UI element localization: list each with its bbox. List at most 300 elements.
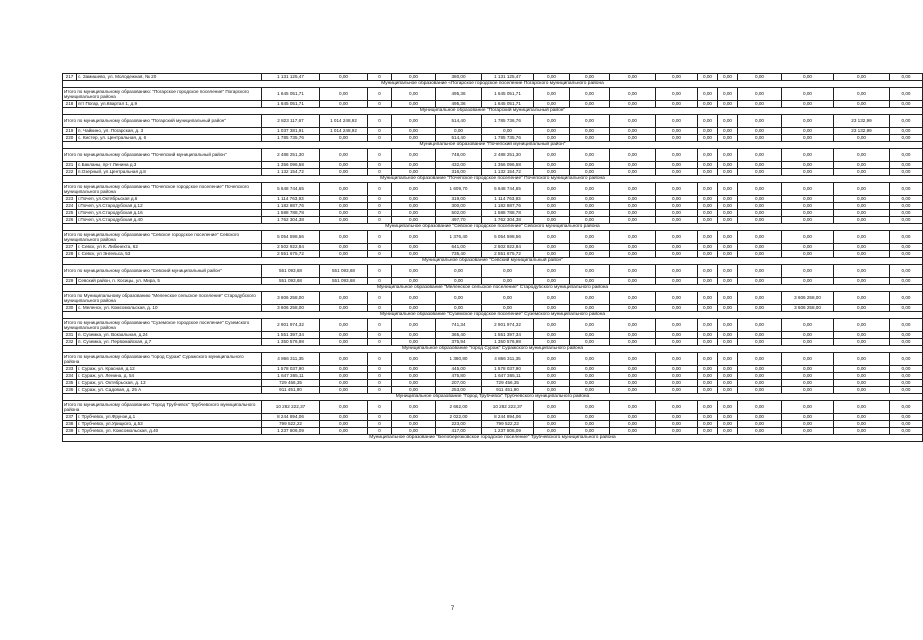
table-cell: 0,00 — [782, 115, 834, 128]
table-cell: 0,00 — [392, 196, 436, 203]
table-cell: 0 — [368, 115, 392, 128]
table-cell: 0,00 — [738, 135, 782, 142]
table-cell: 0,00 — [738, 162, 782, 169]
table-cell: 0,00 — [534, 210, 570, 217]
table-cell: 0,00 — [738, 387, 782, 394]
table-cell: 432,00 — [436, 162, 482, 169]
table-cell: 0,00 — [610, 162, 656, 169]
table-cell: 0,00 — [570, 169, 610, 176]
table-cell: 0,00 — [890, 305, 923, 312]
table-cell: 0,00 — [834, 278, 890, 285]
table-cell: 0,00 — [392, 278, 436, 285]
table-cell: 1 131 125,47 — [482, 74, 534, 81]
table-cell: 0,00 — [656, 162, 698, 169]
table-cell: 1 645 051,71 — [482, 88, 534, 101]
address-cell: Севский район, п. Косицы, ул. Мира, 5 — [77, 278, 262, 285]
table-cell: 0 — [368, 292, 392, 305]
table-cell: 0,00 — [534, 265, 570, 278]
table-cell: 0,00 — [656, 428, 698, 435]
table-cell: 0,00 — [656, 169, 698, 176]
table-cell: 0,00 — [320, 332, 368, 339]
address-cell: г.Почеп, ул.Стародубская д.40 — [77, 217, 262, 224]
table-cell: 0 — [368, 380, 392, 387]
table-cell: 0,00 — [656, 135, 698, 142]
subtotal-row — [63, 231, 923, 244]
subtotal-label: Итого по муниципальному образованию "Суземское городское поселение" Суземского муниципального района — [63, 319, 262, 332]
table-cell: 0,00 — [718, 169, 738, 176]
table-cell: 0,00 — [392, 265, 436, 278]
table-cell: 0,00 — [738, 74, 782, 81]
table-cell: 0,00 — [610, 332, 656, 339]
table-cell: 0,00 — [738, 380, 782, 387]
table-cell: 0,00 — [718, 203, 738, 210]
table-cell: 0 — [368, 387, 392, 394]
table-cell: 0,00 — [834, 231, 890, 244]
table-cell: 0 — [368, 373, 392, 380]
table-cell: 0,00 — [698, 366, 718, 373]
table-cell: 502,00 — [436, 210, 482, 217]
address-cell: г.Почеп, ул.Стародубская д.12 — [77, 203, 262, 210]
table-cell: 0,00 — [320, 203, 368, 210]
table-cell: 475,80 — [436, 373, 482, 380]
table-cell: 0,00 — [834, 380, 890, 387]
table-cell: 375,94 — [436, 339, 482, 346]
table-cell: 514,40 — [436, 115, 482, 128]
section-header-row — [63, 435, 923, 442]
table-cell: 0,00 — [718, 183, 738, 196]
section-header-row — [63, 312, 923, 319]
table-cell: 0 — [368, 231, 392, 244]
table-cell: 0,00 — [534, 231, 570, 244]
table-cell: 0,00 — [482, 128, 534, 135]
table-cell: 0 — [368, 74, 392, 81]
table-cell: 0,00 — [698, 251, 718, 258]
table-cell: 0,00 — [698, 149, 718, 162]
table-cell: 0,00 — [698, 373, 718, 380]
table-cell: 0,00 — [834, 203, 890, 210]
address-cell: г. Севск, ул К. Либкнехта, 62 — [77, 244, 262, 251]
table-cell: 1 578 037,90 — [262, 366, 320, 373]
table-cell: 0,00 — [320, 231, 368, 244]
subtotal-row — [63, 265, 923, 278]
table-cell: 0,00 — [320, 196, 368, 203]
table-cell: 0,00 — [570, 203, 610, 210]
table-cell: 0 — [368, 169, 392, 176]
table-cell: 0,00 — [610, 366, 656, 373]
table-cell: 0,00 — [738, 183, 782, 196]
table-cell: 0 — [368, 339, 392, 346]
table-cell: 0,00 — [656, 128, 698, 135]
table-cell: 1 785 735,76 — [482, 135, 534, 142]
table-cell: 0,00 — [738, 305, 782, 312]
table-cell: 0,00 — [718, 88, 738, 101]
table-cell: 0,00 — [610, 251, 656, 258]
table-cell: 0,00 — [570, 135, 610, 142]
table-cell: 0,00 — [392, 387, 436, 394]
section-title: Муниципальное образование "Погарский муниципальный район" — [63, 108, 923, 115]
table-cell: 0,00 — [738, 421, 782, 428]
table-cell: 23 132,99 — [834, 128, 890, 135]
table-cell: 0,00 — [738, 339, 782, 346]
section-title: Муниципальное образование "Меленское сельское поселение" Стародубского муниципального района — [63, 285, 923, 292]
table-cell: 0,00 — [610, 74, 656, 81]
table-cell: 207,00 — [436, 380, 482, 387]
table-cell: 0,00 — [570, 217, 610, 224]
table-cell: 4 866 311,35 — [482, 353, 534, 366]
table-cell: 2 488 251,30 — [262, 149, 320, 162]
table-cell: 0,00 — [320, 305, 368, 312]
table-cell: 0,00 — [834, 421, 890, 428]
row-number: 234 — [63, 373, 77, 380]
table-cell: 0,00 — [698, 380, 718, 387]
table-cell: 0,00 — [570, 149, 610, 162]
table-cell: 0,00 — [698, 265, 718, 278]
table-cell: 0,00 — [718, 428, 738, 435]
table-cell: 1 237 806,09 — [262, 428, 320, 435]
table-cell: 10 282 222,37 — [482, 401, 534, 414]
table-cell: 0,00 — [392, 210, 436, 217]
table-cell: 0,00 — [834, 244, 890, 251]
table-cell: 1 014 248,92 — [320, 128, 368, 135]
table-cell: 0,00 — [570, 339, 610, 346]
table-cell: 0,00 — [482, 278, 534, 285]
table-cell: 0,00 — [392, 292, 436, 305]
table-cell: 0,00 — [656, 373, 698, 380]
table-cell: 0,00 — [392, 421, 436, 428]
table-row — [63, 305, 923, 312]
table-cell: 0 — [368, 265, 392, 278]
row-number: 219 — [63, 128, 77, 135]
table-cell: 0,00 — [534, 339, 570, 346]
table-row — [63, 414, 923, 421]
table-cell: 0,00 — [610, 305, 656, 312]
section-title: Муниципальное образование "Суземское городское поселение" Суземского муниципального района — [63, 312, 923, 319]
table-cell: 365,40 — [436, 332, 482, 339]
table-row — [63, 332, 923, 339]
table-cell: 0,00 — [320, 169, 368, 176]
section-title: Муниципальное образование "Почепский муниципальный район" — [63, 142, 923, 149]
table-cell: 0 — [368, 101, 392, 108]
table-cell: 0,00 — [782, 414, 834, 421]
table-cell: 0,00 — [782, 387, 834, 394]
table-cell: 0,00 — [890, 101, 923, 108]
table-cell: 0,00 — [718, 421, 738, 428]
table-cell: 0,00 — [718, 128, 738, 135]
address-cell: с. Меленск, ул. Комсомольская, д. 10 — [77, 305, 262, 312]
table-cell: 0,00 — [610, 88, 656, 101]
table-cell: 0,00 — [890, 292, 923, 305]
subtotal-row — [63, 401, 923, 414]
row-number: 223 — [63, 196, 77, 203]
table-cell: 0,00 — [392, 401, 436, 414]
table-cell: 0,00 — [890, 278, 923, 285]
table-cell: 1 785 736,76 — [482, 115, 534, 128]
row-number: 239 — [63, 428, 77, 435]
table-cell: 0,00 — [570, 265, 610, 278]
table-cell: 0,00 — [890, 387, 923, 394]
table-cell: 0,00 — [610, 339, 656, 346]
table-cell: 0,00 — [656, 265, 698, 278]
table-cell: 0,00 — [320, 421, 368, 428]
table-cell: 1 132 154,72 — [482, 169, 534, 176]
table-cell: 0,00 — [392, 135, 436, 142]
table-cell: 5 648 744,65 — [482, 183, 534, 196]
table-cell: 0,00 — [718, 231, 738, 244]
table-cell: 911 451,90 — [482, 387, 534, 394]
table-cell: 2 551 675,72 — [262, 251, 320, 258]
table-cell: 0,00 — [656, 203, 698, 210]
table-cell: 0,00 — [436, 265, 482, 278]
table-cell: 0,00 — [698, 88, 718, 101]
table-cell: 0,00 — [834, 332, 890, 339]
table-row — [63, 203, 923, 210]
table-cell: 8 244 894,06 — [482, 414, 534, 421]
table-cell: 0,00 — [320, 401, 368, 414]
table-cell: 0,00 — [534, 149, 570, 162]
table-cell: 0,00 — [534, 169, 570, 176]
table-cell: 0,00 — [570, 210, 610, 217]
table-cell: 0 — [368, 353, 392, 366]
subtotal-row — [63, 292, 923, 305]
table-cell: 0,00 — [834, 196, 890, 203]
table-cell: 1 376,40 — [436, 231, 482, 244]
table-cell: 0,00 — [534, 278, 570, 285]
row-number: 237 — [63, 414, 77, 421]
table-cell: 0,00 — [570, 244, 610, 251]
address-cell: с.Бакланы, пр-т Ленина д.3 — [77, 162, 262, 169]
table-cell: 0,00 — [718, 332, 738, 339]
table-cell: 0,00 — [610, 373, 656, 380]
row-number: 231 — [63, 332, 77, 339]
table-cell: 0,00 — [570, 421, 610, 428]
row-number: 227 — [63, 244, 77, 251]
table-cell: 0,00 — [890, 428, 923, 435]
table-cell: 0,00 — [534, 244, 570, 251]
table-cell: 319,00 — [436, 196, 482, 203]
table-cell: 0,00 — [782, 149, 834, 162]
table-cell: 0,00 — [698, 305, 718, 312]
table-cell: 0,00 — [834, 366, 890, 373]
table-cell: 0,00 — [698, 401, 718, 414]
table-cell: 0,00 — [698, 414, 718, 421]
table-cell: 0,00 — [570, 353, 610, 366]
table-cell: 0,00 — [320, 162, 368, 169]
table-cell: 2 488 251,30 — [482, 149, 534, 162]
table-cell: 495,36 — [436, 88, 482, 101]
table-cell: 0,00 — [320, 353, 368, 366]
section-title: Муниципальное образование "город Сураж" Суражского муниципального района — [63, 346, 923, 353]
table-cell: 0,00 — [320, 217, 368, 224]
address-cell: п. Суземка, ул. Первомайская, д.7 — [77, 339, 262, 346]
table-cell: 0,00 — [436, 305, 482, 312]
table-cell: 0,00 — [534, 203, 570, 210]
row-number: 224 — [63, 203, 77, 210]
table-cell: 0,00 — [534, 366, 570, 373]
table-cell: 0,00 — [718, 366, 738, 373]
table-cell: 0,00 — [890, 196, 923, 203]
subtotal-row — [63, 149, 923, 162]
table-cell: 0,00 — [738, 196, 782, 203]
table-cell: 3 606 258,00 — [262, 292, 320, 305]
table-cell: 0,00 — [392, 169, 436, 176]
section-header-row — [63, 108, 923, 115]
table-cell: 0,00 — [320, 366, 368, 373]
table-cell: 0,00 — [534, 251, 570, 258]
table-cell: 2 502 922,84 — [262, 244, 320, 251]
table-cell: 445,00 — [436, 366, 482, 373]
table-cell: 0,00 — [534, 353, 570, 366]
table-cell: 0,00 — [534, 196, 570, 203]
table-cell: 0,00 — [610, 231, 656, 244]
table-cell: 0,00 — [738, 373, 782, 380]
table-cell: 1 645 051,71 — [262, 88, 320, 101]
table-cell: 0,00 — [320, 339, 368, 346]
section-header-row — [63, 142, 923, 149]
table-cell: 0 — [368, 319, 392, 332]
table-cell: 0,00 — [610, 380, 656, 387]
row-number: 229 — [63, 278, 77, 285]
table-cell: 1 114 763,93 — [482, 196, 534, 203]
table-cell: 0,00 — [436, 128, 482, 135]
table-cell: 0,00 — [890, 88, 923, 101]
table-cell: 0,00 — [718, 292, 738, 305]
table-cell: 0,00 — [834, 169, 890, 176]
subtotal-label: Итого по муниципальному образованию "Севский муниципальный район" — [63, 265, 262, 278]
table-cell: 2 823 117,67 — [262, 115, 320, 128]
table-cell: 3 606 258,00 — [782, 305, 834, 312]
table-cell: 0 — [368, 278, 392, 285]
table-cell: 0,00 — [890, 421, 923, 428]
table-cell: 0,00 — [718, 162, 738, 169]
table-cell: 1 350 576,98 — [262, 339, 320, 346]
table-cell: 1 645 051,71 — [482, 101, 534, 108]
table-row — [63, 366, 923, 373]
address-cell: п.Озерный, ул.Центральная д.8 — [77, 169, 262, 176]
table-cell: 0,00 — [890, 74, 923, 81]
section-header-row — [63, 346, 923, 353]
table-cell: 0,00 — [834, 162, 890, 169]
table-cell: 0,00 — [610, 210, 656, 217]
table-cell: 0,00 — [320, 387, 368, 394]
table-cell: 0,00 — [738, 278, 782, 285]
table-cell: 911 451,90 — [262, 387, 320, 394]
table-cell: 0 — [368, 428, 392, 435]
section-title: Муниципальное образование «Погарское городское поселение Погарского муниципального района — [63, 81, 923, 88]
table-cell: 0 — [368, 203, 392, 210]
table-cell: 0,00 — [656, 149, 698, 162]
table-row — [63, 339, 923, 346]
page-number: 7 — [450, 606, 455, 612]
table-cell: 0,00 — [320, 244, 368, 251]
table-cell: 0,00 — [782, 88, 834, 101]
table-cell: 417,00 — [436, 428, 482, 435]
subtotal-label: Итого по муниципальному образованию "Город Трубчевск" Трубчевского муниципального района — [63, 401, 262, 414]
table-cell: 0,00 — [698, 353, 718, 366]
table-cell: 0,00 — [890, 332, 923, 339]
table-cell: 0,00 — [610, 401, 656, 414]
table-cell: 0,00 — [534, 135, 570, 142]
table-cell: 0 — [368, 128, 392, 135]
table-cell: 0 — [368, 149, 392, 162]
table-cell: 5 054 598,56 — [262, 231, 320, 244]
table-cell: 0,00 — [320, 74, 368, 81]
table-cell: 0,00 — [656, 421, 698, 428]
table-cell: 0,00 — [890, 217, 923, 224]
table-cell: 0,00 — [890, 373, 923, 380]
table-cell: 0 — [368, 88, 392, 101]
table-cell: 0,00 — [782, 203, 834, 210]
table-cell: 1 350 576,98 — [482, 339, 534, 346]
table-cell: 0,00 — [392, 366, 436, 373]
row-number: 236 — [63, 387, 77, 394]
table-cell: 2 901 974,32 — [262, 319, 320, 332]
capital-repair-table — [62, 73, 923, 442]
table-cell: 0,00 — [738, 401, 782, 414]
table-cell: 0,00 — [570, 401, 610, 414]
table-row — [63, 373, 923, 380]
table-cell: 0,00 — [738, 414, 782, 421]
table-cell: 1 356 096,58 — [482, 162, 534, 169]
table-cell: 0,00 — [392, 319, 436, 332]
table-cell: 0,00 — [718, 115, 738, 128]
table-cell: 0,00 — [570, 101, 610, 108]
table-cell: 0,00 — [534, 332, 570, 339]
table-cell: 0,00 — [782, 217, 834, 224]
subtotal-label: Итого по муниципальному образованию "Севское городское поселение" Севского муниципального района — [63, 231, 262, 244]
table-cell: 0,00 — [610, 414, 656, 421]
table-cell: 0,00 — [834, 401, 890, 414]
table-cell: 0,00 — [890, 210, 923, 217]
table-cell: 0,00 — [392, 128, 436, 135]
table-cell: 0,00 — [610, 196, 656, 203]
table-cell: 0,00 — [656, 292, 698, 305]
section-title: Муниципальное образование "Город Трубчевск" Трубчевского муниципального района — [63, 394, 923, 401]
table-cell: 0,00 — [698, 231, 718, 244]
table-cell: 3 606 258,00 — [262, 305, 320, 312]
table-cell: 1 182 887,76 — [262, 203, 320, 210]
table-cell: 10 282 222,37 — [262, 401, 320, 414]
table-cell: 0,00 — [392, 149, 436, 162]
table-cell: 0,00 — [534, 88, 570, 101]
table-cell: 799 522,22 — [262, 421, 320, 428]
table-cell: 0,00 — [392, 203, 436, 210]
table-cell: 0,00 — [570, 332, 610, 339]
table-cell: 0,00 — [698, 428, 718, 435]
table-cell: 0,00 — [534, 380, 570, 387]
table-cell: 0,00 — [718, 244, 738, 251]
table-cell: 0,00 — [392, 251, 436, 258]
table-cell: 0,00 — [834, 149, 890, 162]
table-cell: 0,00 — [738, 319, 782, 332]
table-cell: 0,00 — [534, 387, 570, 394]
table-cell: 551 093,68 — [262, 278, 320, 285]
table-cell: 0,00 — [610, 169, 656, 176]
section-header-row — [63, 176, 923, 183]
table-cell: 0,00 — [782, 135, 834, 142]
table-cell: 0,00 — [570, 183, 610, 196]
table-cell: 0,00 — [534, 401, 570, 414]
table-cell: 300,00 — [436, 203, 482, 210]
table-cell: 2 551 675,72 — [482, 251, 534, 258]
row-number: 233 — [63, 366, 77, 373]
table-cell: 0,00 — [610, 278, 656, 285]
table-cell: 0,00 — [782, 244, 834, 251]
table-cell: 0 — [368, 244, 392, 251]
table-cell: 0 — [368, 414, 392, 421]
table-cell: 0,00 — [738, 353, 782, 366]
table-cell: 0,00 — [738, 265, 782, 278]
table-cell: 551 093,68 — [262, 265, 320, 278]
